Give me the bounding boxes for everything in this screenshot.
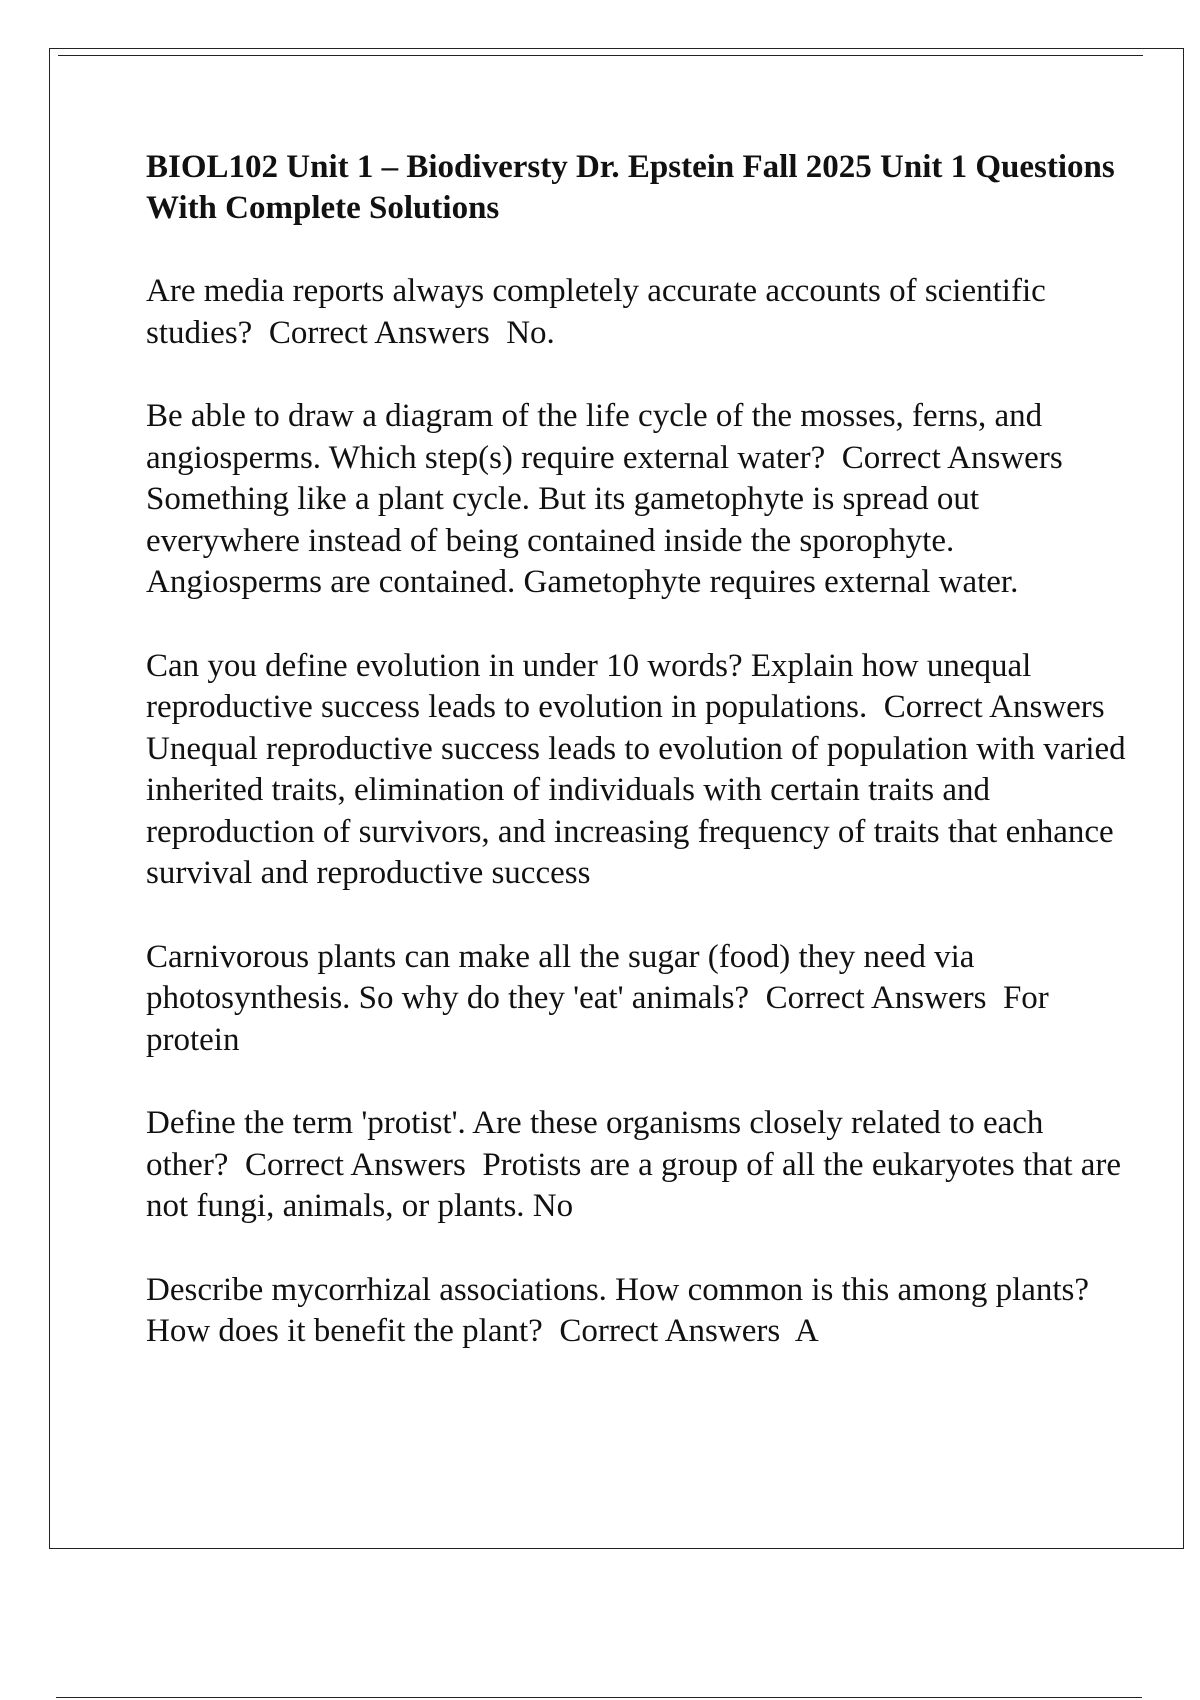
qa-item-2 — [146, 396, 1136, 604]
answer-label: Correct Answers — [883, 689, 1105, 725]
answer-label: Correct Answers — [559, 1313, 781, 1349]
answer-text: A — [794, 1313, 819, 1349]
page-frame — [49, 48, 1184, 1549]
question-text: Be able to draw a diagram of the life cycle of the mosses, ferns, and angiosperms. Which step(s) require external water? — [146, 398, 1043, 476]
answer-label: Correct Answers — [841, 439, 1063, 476]
answer-text: No. — [506, 314, 555, 351]
question-text: Describe mycorrhizal associations. How common is this among plants? How does it benefit the plant? — [146, 1271, 1090, 1349]
question-text: Define the term 'protist'. Are these organisms closely related to each other? — [146, 1105, 1044, 1183]
top-rule — [58, 55, 1143, 56]
qa-item-3 — [146, 646, 1136, 895]
question-text: Can you define evolution in under 10 words? Explain how unequal reproductive success leads to evolution in populations. — [146, 647, 1032, 725]
question-text: Carnivorous plants can make all the sugar (food) they need via photosynthesis. So why do they 'eat' animals? — [146, 938, 975, 1016]
answer-text: Something like a plant cycle. But its gametophyte is spread out everywhere instead of being contained inside the sporophyte. Angiosperms are contained. Gametophyte requires external water. — [146, 481, 1019, 600]
document-title: BIOL102 Unit 1 – Biodiversty Dr. Epstein Fall 2025 Unit 1 Questions With Complete Solutions — [146, 149, 1115, 226]
answer-label: Correct Answers — [765, 980, 987, 1016]
answer-text: Unequal reproductive success leads to evolution of population with varied inherited traits, elimination of individuals with certain traits and reproduction of survivors, and increasing frequency of traits that enhance survival and reproductive success — [146, 730, 1126, 891]
qa-item-5 — [146, 1103, 1136, 1228]
document-body — [146, 147, 1136, 1395]
qa-item-6 — [146, 1270, 1136, 1353]
answer-label: Correct Answers — [268, 314, 490, 351]
answer-label: Correct Answers — [244, 1146, 466, 1183]
answer-text: Protists are a group of all the eukaryotes that are not fungi, animals, or plants. No — [146, 1146, 1122, 1224]
qa-item-1 — [146, 271, 1136, 354]
answer-text: For protein — [146, 980, 1049, 1058]
bottom-rule — [56, 1697, 1142, 1698]
qa-item-4 — [146, 937, 1136, 1062]
question-text: Are media reports always completely accurate accounts of scientific studies? — [146, 273, 1046, 351]
